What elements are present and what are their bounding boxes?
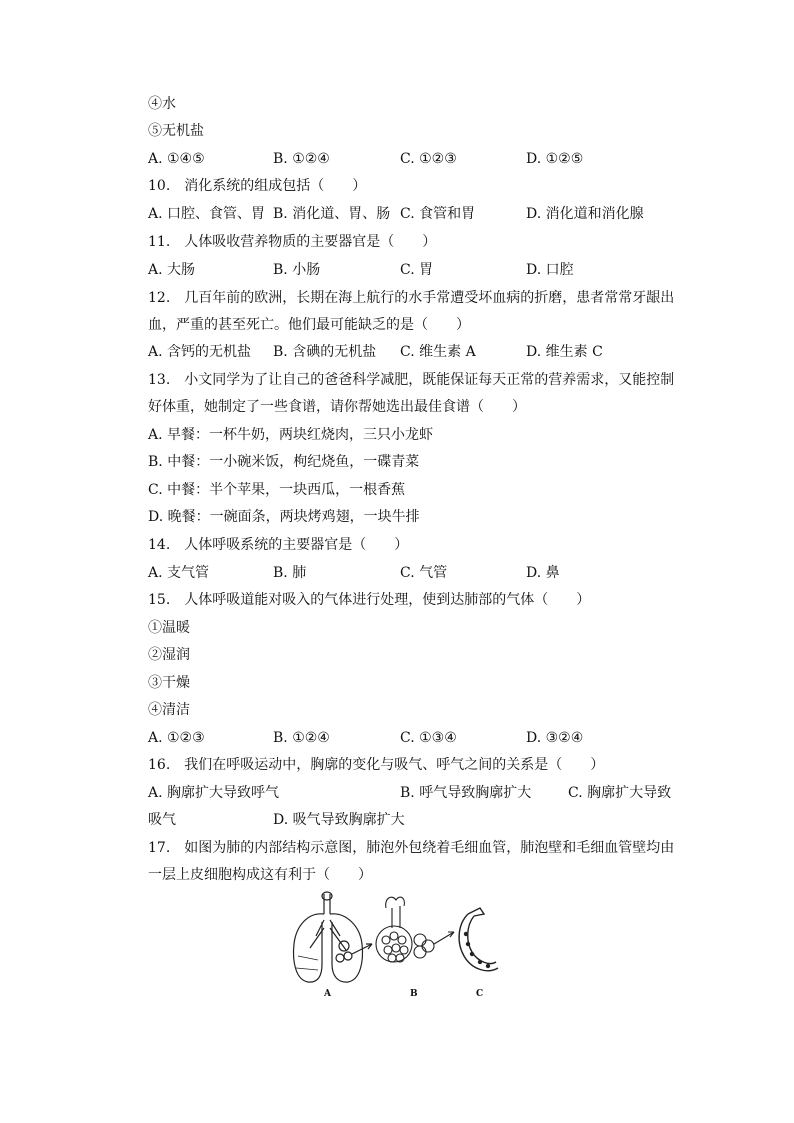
q13-option-b: B. 中餐：一小碗米饭，枸纪烧鱼，一碟青菜: [148, 454, 420, 470]
lung-diagram-a: [294, 892, 372, 982]
q14-option-c: C. 气管: [400, 565, 448, 581]
q15-option-b: B. ①②④: [273, 730, 330, 746]
q9-item-4: ④水: [148, 96, 176, 112]
lung-structure-diagram: [288, 884, 506, 1002]
q16-stem: 16. 我们在呼吸运动中，胸廓的变化与吸气、呼气之间的关系是（ ）: [148, 757, 605, 773]
figure-label-c: C: [476, 989, 484, 999]
q11-option-d: D. 口腔: [526, 262, 574, 278]
q13-stem-line1: 13. 小文同学为了让自己的爸爸科学减肥，既能保证每天正常的营养需求，又能控制: [148, 372, 675, 388]
q15-item-4: ④清洁: [148, 702, 190, 718]
q9-option-b: B. ①②④: [273, 151, 330, 167]
q16-option-d: D. 吸气导致胸廓扩大: [273, 812, 405, 828]
q12-stem-line1: 12. 几百年前的欧洲，长期在海上航行的水手常遭受坏血病的折磨，患者常常牙龈出: [148, 290, 675, 306]
q10-option-b: B. 消化道、胃、肠: [273, 206, 391, 222]
q10-option-d: D. 消化道和消化腺: [526, 206, 644, 222]
alveolus-wall-diagram-c: [459, 908, 498, 971]
q12-option-c: C. 维生素 A: [400, 344, 476, 360]
q12-option-b: B. 含碘的无机盐: [273, 344, 377, 360]
q15-stem: 15. 人体呼吸道能对吸入的气体进行处理，使到达肺部的气体（ ）: [148, 592, 591, 608]
q10-option-a: A. 口腔、食管、胃: [148, 206, 266, 222]
q15-item-2: ②湿润: [148, 647, 190, 663]
q9-option-c: C. ①②③: [400, 151, 457, 167]
q15-option-d: D. ③②④: [526, 730, 584, 746]
q13-option-a: A. 早餐：一杯牛奶，两块红烧肉，三只小龙虾: [148, 427, 434, 443]
q15-option-c: C. ①③④: [400, 730, 457, 746]
q15-item-1: ①温暖: [148, 620, 190, 636]
q13-option-c: C. 中餐：半个苹果，一块西瓜，一根香蕉: [148, 482, 406, 498]
q16-option-c: C. 胸廓扩大导致: [568, 785, 672, 801]
q14-option-a: A. 支气管: [148, 565, 210, 581]
alveoli-diagram-b: [376, 897, 454, 962]
q11-option-a: A. 大肠: [148, 262, 196, 278]
q15-item-3: ③干燥: [148, 675, 190, 691]
lung-structure-figure: [288, 884, 506, 1002]
q15-option-a: A. ①②③: [148, 730, 205, 746]
q12-option-a: A. 含钙的无机盐: [148, 344, 252, 360]
q16-option-b: B. 呼气导致胸廓扩大: [400, 785, 532, 801]
figure-label-a: A: [324, 989, 331, 999]
q16-option-c-continued: 吸气: [148, 812, 176, 828]
q17-stem-line2: 一层上皮细胞构成这有利于（ ）: [148, 867, 372, 883]
q10-stem: 10. 消化系统的组成包括（ ）: [148, 178, 367, 194]
q14-option-b: B. 肺: [273, 565, 307, 581]
q16-option-a: A. 胸廓扩大导致呼气: [148, 785, 280, 801]
q14-stem: 14. 人体呼吸系统的主要器官是（ ）: [148, 537, 409, 553]
q9-item-5: ⑤无机盐: [148, 123, 204, 139]
q14-option-d: D. 鼻: [526, 565, 560, 581]
q13-option-d: D. 晚餐：一碗面条，两块烤鸡翅，一块牛排: [148, 509, 420, 525]
q11-option-c: C. 胃: [400, 262, 434, 278]
q9-option-d: D. ①②⑤: [526, 151, 584, 167]
q11-stem: 11. 人体吸收营养物质的主要器官是（ ）: [148, 234, 437, 250]
q9-option-a: A. ①④⑤: [148, 151, 205, 167]
figure-label-b: B: [410, 989, 418, 999]
q11-option-b: B. 小肠: [273, 262, 321, 278]
q12-option-d: D. 维生素 C: [526, 344, 603, 360]
q13-stem-line2: 好体重，她制定了一些食谱，请你帮她选出最佳食谱（ ）: [148, 399, 526, 415]
q17-stem-line1: 17. 如图为肺的内部结构示意图，肺泡外包绕着毛细血管，肺泡壁和毛细血管壁均由: [148, 840, 675, 856]
q10-option-c: C. 食管和胃: [400, 206, 476, 222]
q12-stem-line2: 血，严重的甚至死亡。他们最可能缺乏的是（ ）: [148, 317, 470, 333]
